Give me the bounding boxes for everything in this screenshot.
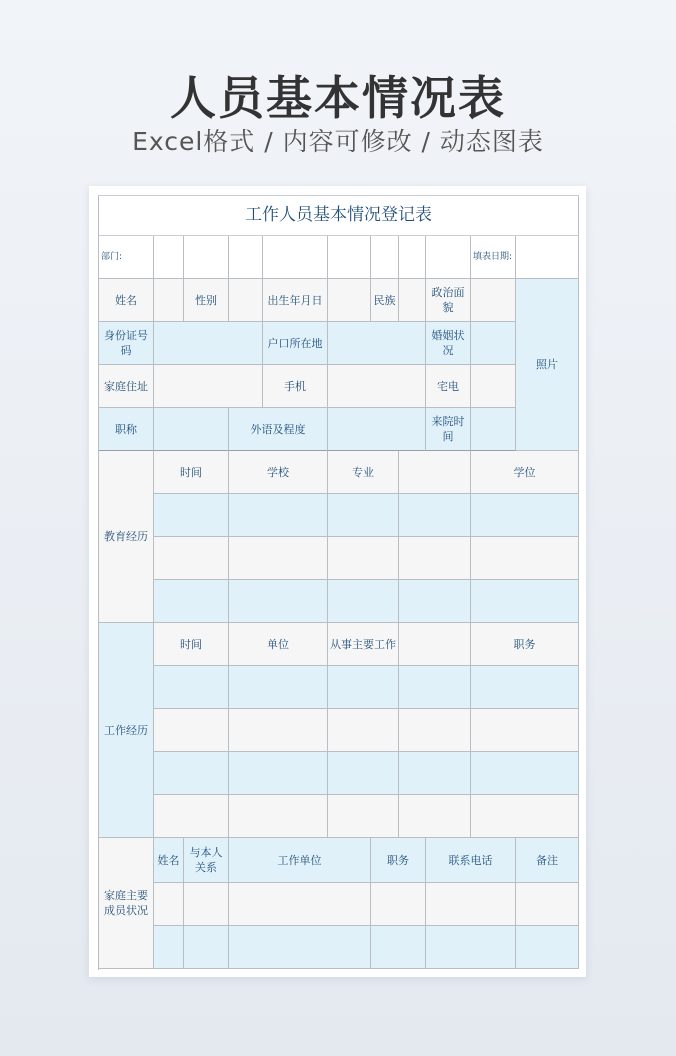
education-row-cell[interactable] xyxy=(471,580,579,623)
education-label: 教育经历 xyxy=(99,451,154,623)
home-phone-value[interactable] xyxy=(471,365,516,408)
address-value[interactable] xyxy=(154,365,263,408)
education-row-cell[interactable] xyxy=(328,580,399,623)
work-row-cell[interactable] xyxy=(229,709,328,752)
work-row-cell[interactable] xyxy=(328,752,399,795)
work-row-cell[interactable] xyxy=(471,752,579,795)
dept-cell[interactable] xyxy=(154,236,184,279)
gender-value[interactable] xyxy=(229,279,263,322)
family-row-cell[interactable] xyxy=(426,883,516,926)
edu-header-blank[interactable] xyxy=(399,451,471,494)
page-title: 人员基本情况表 xyxy=(170,71,506,125)
label-home-phone: 宅电 xyxy=(426,365,471,408)
work-row-cell[interactable] xyxy=(471,795,579,838)
education-row-cell[interactable] xyxy=(328,537,399,580)
work-row-cell[interactable] xyxy=(154,752,229,795)
family-header-position: 职务 xyxy=(371,838,426,883)
date-value[interactable] xyxy=(516,236,579,279)
label-arrival: 来院时间 xyxy=(426,408,471,451)
edu-header-time: 时间 xyxy=(154,451,229,494)
education-row-cell[interactable] xyxy=(154,494,229,537)
education-row-cell[interactable] xyxy=(471,494,579,537)
dept-cell[interactable] xyxy=(426,236,471,279)
mobile-value[interactable] xyxy=(328,365,426,408)
label-birth: 出生年月日 xyxy=(263,279,328,322)
family-row-cell[interactable] xyxy=(154,926,184,969)
family-row-cell[interactable] xyxy=(229,926,371,969)
language-value[interactable] xyxy=(328,408,426,451)
label-hukou: 户口所在地 xyxy=(263,322,328,365)
family-row-cell[interactable] xyxy=(184,926,229,969)
form-title: 工作人员基本情况登记表 xyxy=(99,196,579,236)
family-row-cell[interactable] xyxy=(426,926,516,969)
title-value[interactable] xyxy=(154,408,229,451)
work-header-position: 职务 xyxy=(471,623,579,666)
name-value[interactable] xyxy=(154,279,184,322)
ethnicity-value[interactable] xyxy=(399,279,426,322)
work-row-cell[interactable] xyxy=(471,709,579,752)
family-row-cell[interactable] xyxy=(516,926,579,969)
dept-cell[interactable] xyxy=(399,236,426,279)
education-row-cell[interactable] xyxy=(154,580,229,623)
family-header-unit: 工作单位 xyxy=(229,838,371,883)
work-header-time: 时间 xyxy=(154,623,229,666)
label-ethnicity: 民族 xyxy=(371,279,399,322)
arrival-value[interactable] xyxy=(471,408,516,451)
work-row-cell[interactable] xyxy=(399,666,471,709)
family-row-cell[interactable] xyxy=(371,926,426,969)
form-sheet xyxy=(89,186,586,977)
work-row-cell[interactable] xyxy=(328,709,399,752)
dept-cell[interactable] xyxy=(229,236,263,279)
work-row-cell[interactable] xyxy=(229,795,328,838)
work-row-cell[interactable] xyxy=(229,666,328,709)
work-row-cell[interactable] xyxy=(328,795,399,838)
label-title: 职称 xyxy=(99,408,154,451)
family-label: 家庭主要成员状况 xyxy=(99,838,154,969)
education-row-cell[interactable] xyxy=(399,537,471,580)
work-row-cell[interactable] xyxy=(154,666,229,709)
label-id-number: 身份证号码 xyxy=(99,322,154,365)
education-row-cell[interactable] xyxy=(229,494,328,537)
work-header-blank[interactable] xyxy=(399,623,471,666)
page-subtitle: Excel格式 / 内容可修改 / 动态图表 xyxy=(132,127,544,156)
education-row-cell[interactable] xyxy=(328,494,399,537)
work-row-cell[interactable] xyxy=(399,795,471,838)
work-row-cell[interactable] xyxy=(154,709,229,752)
hukou-value[interactable] xyxy=(328,322,426,365)
work-row-cell[interactable] xyxy=(471,666,579,709)
family-header-note: 备注 xyxy=(516,838,579,883)
education-row-cell[interactable] xyxy=(399,494,471,537)
work-label: 工作经历 xyxy=(99,623,154,838)
dept-label: 部门: xyxy=(99,236,154,279)
label-gender: 性别 xyxy=(184,279,229,322)
education-row-cell[interactable] xyxy=(399,580,471,623)
dept-cell[interactable] xyxy=(184,236,229,279)
work-header-unit: 单位 xyxy=(229,623,328,666)
label-political: 政治面貌 xyxy=(426,279,471,322)
birth-value[interactable] xyxy=(328,279,371,322)
political-value[interactable] xyxy=(471,279,516,322)
label-mobile: 手机 xyxy=(263,365,328,408)
label-language: 外语及程度 xyxy=(229,408,328,451)
id-number-value[interactable] xyxy=(154,322,263,365)
edu-header-major: 专业 xyxy=(328,451,399,494)
photo-cell: 照片 xyxy=(516,279,579,451)
edu-header-degree: 学位 xyxy=(471,451,579,494)
family-row-cell[interactable] xyxy=(229,883,371,926)
family-header-phone: 联系电话 xyxy=(426,838,516,883)
label-address: 家庭住址 xyxy=(99,365,154,408)
marital-value[interactable] xyxy=(471,322,516,365)
edu-header-school: 学校 xyxy=(229,451,328,494)
date-label: 填表日期: xyxy=(471,236,516,279)
education-row-cell[interactable] xyxy=(471,537,579,580)
education-row-cell[interactable] xyxy=(229,537,328,580)
family-header-name: 姓名 xyxy=(154,838,184,883)
family-header-relation: 与本人关系 xyxy=(184,838,229,883)
work-header-duty: 从事主要工作 xyxy=(328,623,399,666)
family-row-cell[interactable] xyxy=(184,883,229,926)
work-row-cell[interactable] xyxy=(328,666,399,709)
form-table xyxy=(98,195,579,970)
family-row-cell[interactable] xyxy=(154,883,184,926)
dept-cell[interactable] xyxy=(371,236,399,279)
dept-cell[interactable] xyxy=(328,236,371,279)
dept-cell[interactable] xyxy=(263,236,328,279)
education-row-cell[interactable] xyxy=(154,537,229,580)
family-row-cell[interactable] xyxy=(516,883,579,926)
work-row-cell[interactable] xyxy=(399,709,471,752)
education-row-cell[interactable] xyxy=(229,580,328,623)
family-row-cell[interactable] xyxy=(371,883,426,926)
label-marital: 婚姻状况 xyxy=(426,322,471,365)
work-row-cell[interactable] xyxy=(229,752,328,795)
label-name: 姓名 xyxy=(99,279,154,322)
work-row-cell[interactable] xyxy=(154,795,229,838)
work-row-cell[interactable] xyxy=(399,752,471,795)
